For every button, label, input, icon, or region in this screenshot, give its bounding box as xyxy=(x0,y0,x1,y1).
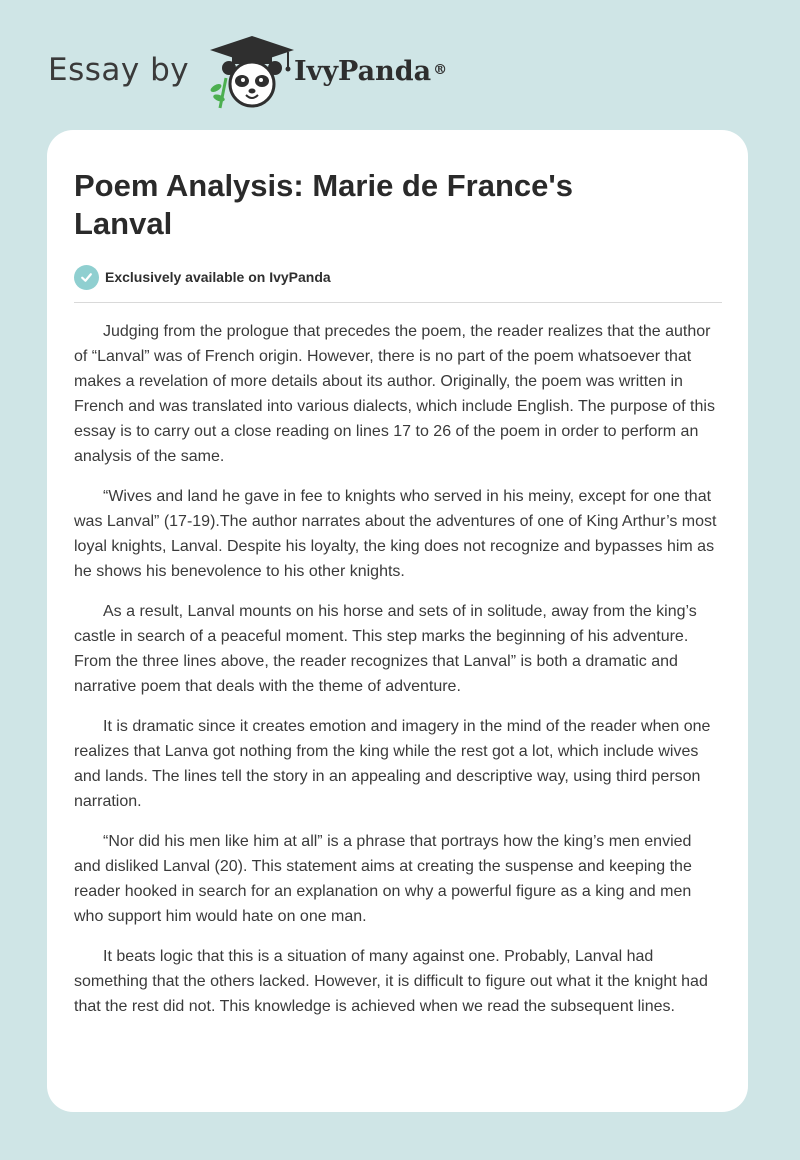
brand-name[interactable]: IvyPanda ® xyxy=(294,56,448,87)
divider xyxy=(74,302,722,303)
paragraph: “Wives and land he gave in fee to knights who served in his meiny, except for one that was Lanval” (17-19).The author narrates about the adventures of one of King Arthur’s most loyal knights, Lanval. Despite his loyalty, the king does not recognize and bypasses him as he shows his benevolence to his other knights. xyxy=(74,488,717,580)
paragraph: It is dramatic since it creates emotion and imagery in the mind of the reader when one realizes that Lanva got nothing from the king while the rest got a lot, which include wives and lands. The lines tell the story in an appealing and descriptive way, using third person narration. xyxy=(74,718,711,810)
paragraph: It beats logic that this is a situation of many against one. Probably, Lanval had something that the others lacked. However, it is difficult to figure out what it the knight had that the rest did not. This knowledge is achieved when we read the subsequent lines. xyxy=(74,948,708,1015)
paragraph: Judging from the prologue that precedes the poem, the reader realizes that the author of “Lanval” was of French origin. However, there is no part of the poem whatsoever that makes a revelation of more details about its author. Originally, the poem was written in French and was translated into various dialects, which include English. The purpose of this essay is to carry out a close reading on lines 17 to 26 of the poem in order to perform an analysis of the same. xyxy=(74,323,715,465)
exclusive-badge-text: Exclusively available on IvyPanda xyxy=(105,269,331,285)
essay-body xyxy=(74,319,722,1034)
page-title: Poem Analysis: Marie de France's Lanval xyxy=(74,168,573,241)
essay-card xyxy=(47,130,748,1112)
panda-graduate-icon[interactable] xyxy=(204,34,300,110)
registered-mark: ® xyxy=(433,62,448,78)
paragraph: As a result, Lanval mounts on his horse and sets of in solitude, away from the king’s castle in search of a peaceful moment. This step marks the beginning of his adventure. From the three lines above, the reader recognizes that Lanval” is both a dramatic and narrative poem that deals with the theme of adventure. xyxy=(74,603,697,695)
exclusive-badge xyxy=(74,264,331,290)
paragraph: “Nor did his men like him at all” is a phrase that portrays how the king’s men envied and disliked Lanval (20). This statement aims at creating the suspense and keeping the reader hooked in search for an explanation on why a powerful figure as a king and men who support him would hate on one man. xyxy=(74,833,692,925)
check-icon xyxy=(74,265,99,290)
essay-by-label: Essay by xyxy=(48,52,190,88)
site-header xyxy=(48,30,648,110)
